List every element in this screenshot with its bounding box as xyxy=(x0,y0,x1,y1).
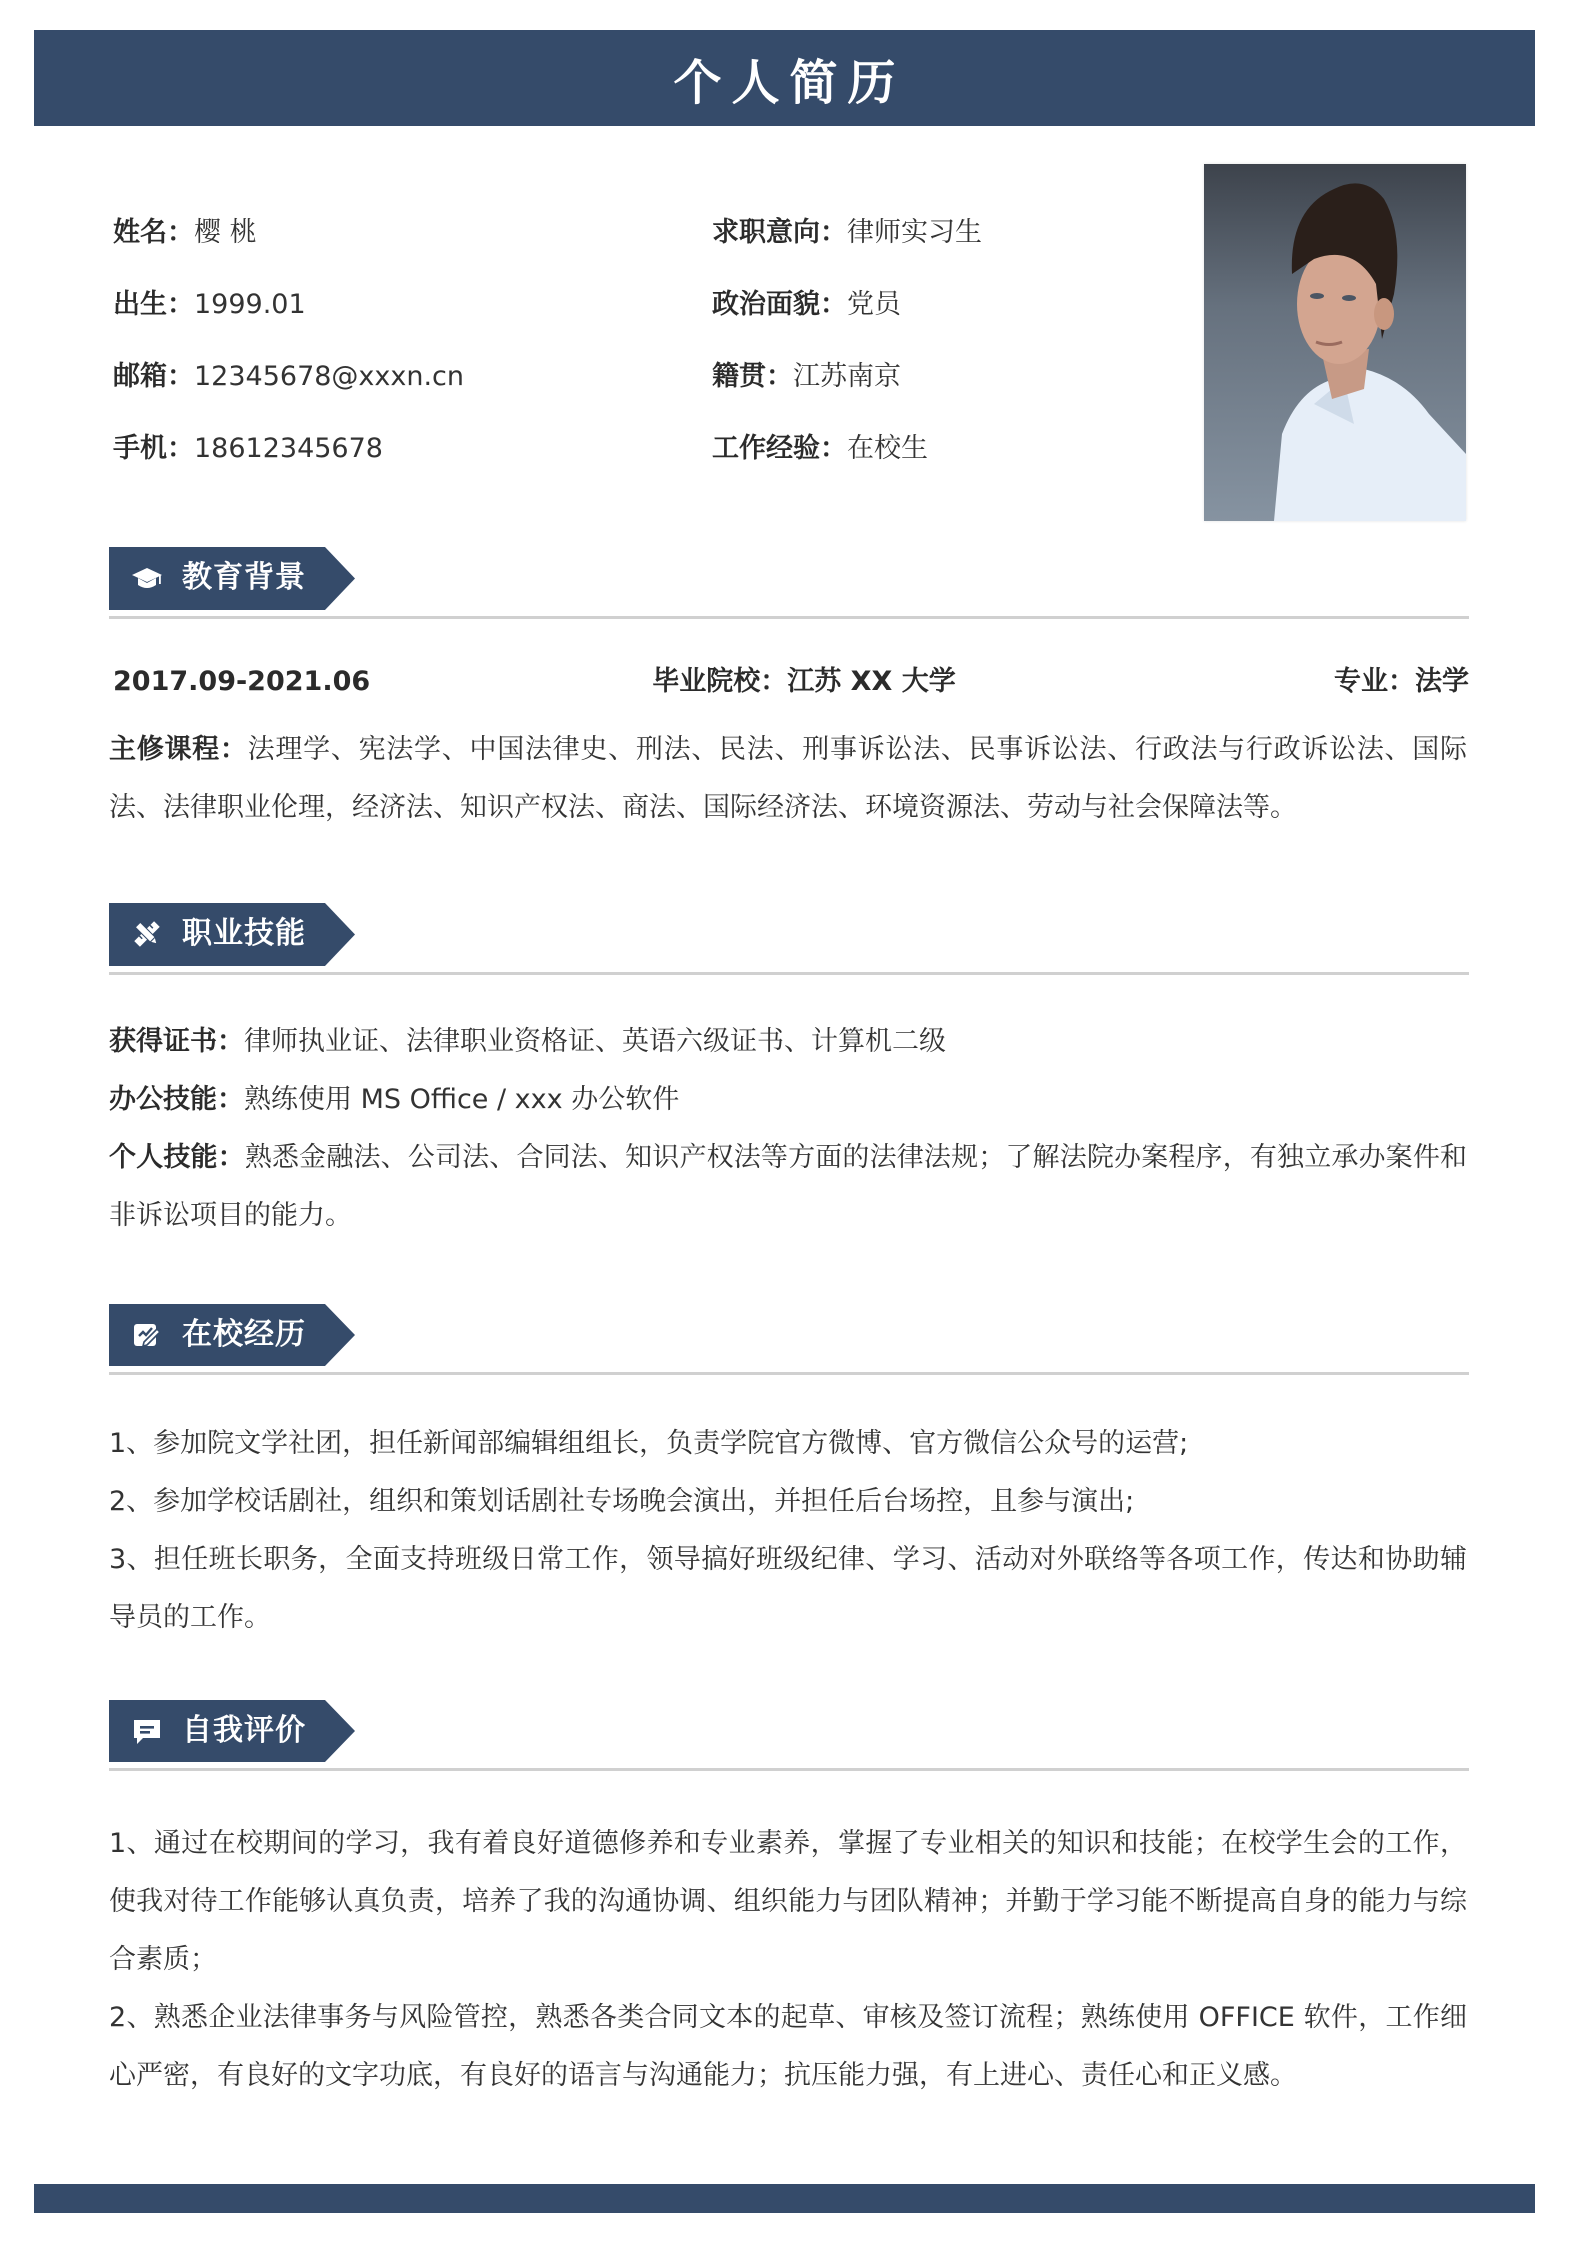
section-divider xyxy=(109,972,1469,975)
info-value: 18612345678 xyxy=(194,433,383,464)
info-value: 在校生 xyxy=(847,433,928,464)
education-summary-row xyxy=(109,653,1469,711)
section-title: 自我评价 xyxy=(182,1713,306,1748)
section-header-self-evaluation xyxy=(109,1700,355,1762)
section-title: 教育背景 xyxy=(182,560,306,595)
self-evaluation-item: 2、熟悉企业法律事务与风险管控，熟悉各类合同文本的起草、审核及签订流程；熟练使用 OFFICE 软件，工作细心严密，有良好的文字功底，有良好的语言与沟通能力；抗压能力强，有上进心、责任心和正义感。 xyxy=(109,2002,1467,2091)
campus-item: 2、参加学校话剧社，组织和策划话剧社专场晚会演出，并担任后台场控，且参与演出; xyxy=(109,1486,1135,1517)
major-value: 法学 xyxy=(1415,666,1469,697)
info-email xyxy=(113,357,464,397)
education-school xyxy=(109,653,1469,711)
info-label: 姓名： xyxy=(113,217,194,248)
page-title: 个人简历 xyxy=(673,54,906,111)
section-divider xyxy=(109,1768,1469,1771)
info-label: 邮箱： xyxy=(113,361,194,392)
info-work-experience xyxy=(712,429,928,469)
courses-label: 主修课程： xyxy=(109,734,248,765)
edit-icon xyxy=(131,1319,163,1351)
info-label: 工作经验： xyxy=(712,433,847,464)
info-label: 求职意向： xyxy=(712,217,847,248)
info-label: 手机： xyxy=(113,433,194,464)
profile-photo xyxy=(1204,164,1466,521)
courses-value: 法理学、宪法学、中国法律史、刑法、民法、刑事诉讼法、民事诉讼法、行政法与行政诉讼法、国际法、法律职业伦理，经济法、知识产权法、商法、国际经济法、环境资源法、劳动与社会保障法等。 xyxy=(109,734,1468,823)
info-value: 江苏南京 xyxy=(793,361,901,392)
info-political-status xyxy=(712,285,901,325)
campus-item: 1、参加院文学社团，担任新闻部编辑组组长，负责学院官方微博、官方微信公众号的运营; xyxy=(109,1428,1189,1459)
section-divider xyxy=(109,1372,1469,1375)
skill-personal xyxy=(109,1129,1467,1245)
info-birth xyxy=(113,285,306,325)
section-title: 职业技能 xyxy=(182,916,306,951)
info-value: 樱 桃 xyxy=(194,217,257,248)
section-divider xyxy=(109,616,1469,619)
info-job-intention xyxy=(712,213,982,253)
skill-office xyxy=(109,1071,1469,1129)
info-label: 籍贯： xyxy=(712,361,793,392)
footer-bar xyxy=(34,2184,1535,2213)
education-courses xyxy=(109,721,1467,837)
graduation-cap-icon xyxy=(131,562,163,594)
info-label: 政治面貌： xyxy=(712,289,847,320)
info-phone xyxy=(113,429,383,469)
section-title: 在校经历 xyxy=(182,1317,306,1352)
skill-value: 律师执业证、法律职业资格证、英语六级证书、计算机二级 xyxy=(244,1026,946,1057)
info-value: 律师实习生 xyxy=(847,217,982,248)
header-bar xyxy=(34,30,1535,126)
comment-icon xyxy=(131,1715,163,1747)
skill-certificates xyxy=(109,1013,1469,1071)
campus-item: 3、担任班长职务，全面支持班级日常工作，领导搞好班级纪律、学习、活动对外联络等各项工作，传达和协助辅导员的工作。 xyxy=(109,1544,1467,1633)
skill-label: 获得证书： xyxy=(109,1026,244,1057)
info-label: 出生： xyxy=(113,289,194,320)
school-value: 江苏 XX 大学 xyxy=(787,666,956,697)
info-value: 12345678@xxxn.cn xyxy=(194,361,465,392)
self-evaluation-item: 1、通过在校期间的学习，我有着良好道德修养和专业素养，掌握了专业相关的知识和技能；在校学生会的工作，使我对待工作能够认真负责，培养了我的沟通协调、组织能力与团队精神；并勤于学习能不断提高自身的能力与综合素质； xyxy=(109,1828,1467,1975)
school-label: 毕业院校： xyxy=(652,666,788,697)
section-header-campus xyxy=(109,1304,355,1366)
section-header-skills xyxy=(109,903,355,965)
section-header-education xyxy=(109,547,355,609)
pencil-ruler-icon xyxy=(131,918,163,950)
skill-label: 个人技能： xyxy=(109,1142,245,1173)
major-label: 专业： xyxy=(1334,666,1415,697)
skill-value: 熟悉金融法、公司法、合同法、知识产权法等方面的法律法规；了解法院办案程序，有独立承办案件和非诉讼项目的能力。 xyxy=(109,1142,1468,1231)
info-native-place xyxy=(712,357,901,397)
portrait-illustration xyxy=(1204,164,1466,521)
info-value: 党员 xyxy=(847,289,901,320)
education-major xyxy=(1334,653,1469,711)
skill-value: 熟练使用 MS Office / xxx 办公软件 xyxy=(244,1084,680,1115)
education-period: 2017.09-2021.06 xyxy=(113,666,371,697)
info-value: 1999.01 xyxy=(194,289,306,320)
skill-label: 办公技能： xyxy=(109,1084,244,1115)
info-name xyxy=(113,213,257,253)
